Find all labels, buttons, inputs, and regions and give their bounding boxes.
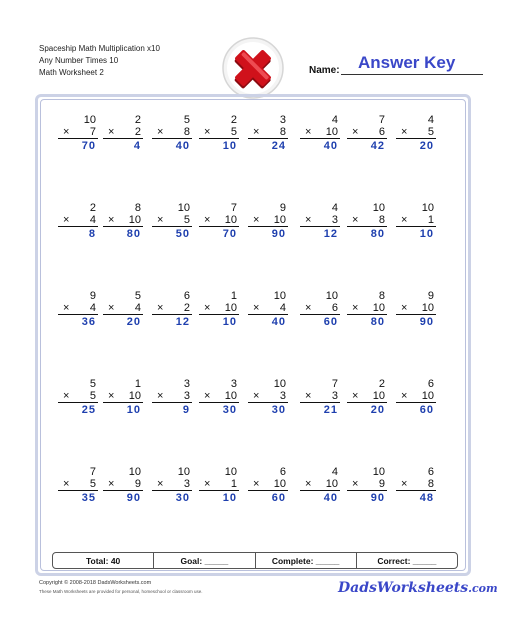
problem-multiplier: 8 — [378, 214, 385, 226]
problem-multiplier-row — [199, 302, 239, 315]
problem — [103, 202, 143, 240]
problem-multiplier-row — [248, 214, 288, 227]
problem-multiplier: 5 — [89, 390, 96, 402]
problem — [103, 114, 143, 152]
problem-answer: 30 — [175, 492, 190, 504]
problem — [152, 466, 192, 504]
multiply-sign: × — [253, 478, 260, 490]
problem-multiplicand: 2 — [230, 114, 237, 126]
problem-multiplier: 1 — [230, 478, 237, 490]
complete-cell: Complete: _____ — [255, 553, 356, 568]
multiply-sign: × — [352, 390, 359, 402]
problem-multiplicand: 10 — [273, 378, 286, 390]
problem-multiplicand: 6 — [183, 290, 190, 302]
problem-multiplicand: 10 — [177, 466, 190, 478]
problem-multiplicand: 9 — [279, 202, 286, 214]
problem — [58, 466, 98, 504]
problem-multiplier: 5 — [183, 214, 190, 226]
multiply-sign: × — [401, 302, 408, 314]
multiply-sign: × — [352, 302, 359, 314]
problem — [248, 202, 288, 240]
problem — [248, 114, 288, 152]
multiply-sign: × — [108, 478, 115, 490]
problem-multiplicand: 10 — [128, 466, 141, 478]
problem-multiplier-row — [347, 478, 387, 491]
problem-multiplier: 10 — [421, 390, 434, 402]
problem-multiplier-row — [152, 214, 192, 227]
problem-multiplicand: 5 — [134, 290, 141, 302]
problem-multiplier: 10 — [224, 390, 237, 402]
problem-answer: 50 — [175, 228, 190, 240]
problem-answer: 12 — [323, 228, 338, 240]
problem — [396, 466, 436, 504]
problem-multiplier: 4 — [134, 302, 141, 314]
problem-multiplier-row — [396, 478, 436, 491]
problem — [248, 466, 288, 504]
multiply-sign: × — [352, 478, 359, 490]
problem — [396, 290, 436, 328]
problem-multiplicand: 9 — [89, 290, 96, 302]
red-x-icon — [221, 36, 285, 100]
problem-multiplicand: 10 — [177, 202, 190, 214]
problem — [347, 378, 387, 416]
problem-answer: 70 — [81, 140, 96, 152]
problem — [300, 466, 340, 504]
multiply-sign: × — [305, 214, 312, 226]
name-line — [341, 74, 483, 75]
copyright-line: Copyright © 2008-2018 DadsWorksheets.com — [39, 580, 152, 586]
problem-answer: 40 — [323, 140, 338, 152]
problem-multiplier: 6 — [331, 302, 338, 314]
problem-multiplicand: 2 — [89, 202, 96, 214]
problem-answer: 40 — [271, 316, 286, 328]
multiply-sign: × — [108, 126, 115, 138]
problem-answer: 90 — [419, 316, 434, 328]
problem-multiplier-row — [300, 126, 340, 139]
problem — [248, 378, 288, 416]
score-bar — [52, 552, 458, 569]
problem-answer: 90 — [370, 492, 385, 504]
problem-multiplier-row — [152, 302, 192, 315]
problem-multiplicand: 10 — [224, 466, 237, 478]
multiply-sign: × — [63, 214, 70, 226]
problem-answer: 10 — [222, 316, 237, 328]
multiply-sign: × — [204, 390, 211, 402]
problem-multiplier: 10 — [325, 126, 338, 138]
goal-cell: Goal: _____ — [153, 553, 254, 568]
brand-name: DadsWorksheets — [338, 580, 469, 596]
problem-multiplier-row — [300, 390, 340, 403]
problem-multiplier-row — [300, 214, 340, 227]
problem-multiplicand: 7 — [378, 114, 385, 126]
problem-multiplicand: 1 — [230, 290, 237, 302]
problem-multiplicand: 4 — [331, 466, 338, 478]
problem-multiplicand: 9 — [427, 290, 434, 302]
multiply-sign: × — [204, 214, 211, 226]
problem-answer: 4 — [133, 140, 141, 152]
problem-multiplier-row — [103, 390, 143, 403]
problem-answer: 10 — [126, 404, 141, 416]
multiply-sign: × — [108, 390, 115, 402]
problem-multiplicand: 6 — [427, 466, 434, 478]
problem-multiplier-row — [152, 390, 192, 403]
problem-multiplier: 8 — [183, 126, 190, 138]
problem-answer: 25 — [81, 404, 96, 416]
problem-multiplier: 6 — [378, 126, 385, 138]
problem-multiplier: 5 — [230, 126, 237, 138]
problem — [396, 378, 436, 416]
multiply-sign: × — [352, 214, 359, 226]
problem-answer: 30 — [222, 404, 237, 416]
problem — [58, 114, 98, 152]
problem-multiplier-row — [199, 478, 239, 491]
problem-answer: 90 — [126, 492, 141, 504]
problem — [300, 202, 340, 240]
problem-multiplier: 4 — [279, 302, 286, 314]
problem-answer: 36 — [81, 316, 96, 328]
problem-multiplier: 2 — [134, 126, 141, 138]
problem-multiplier: 8 — [427, 478, 434, 490]
problem-answer: 10 — [222, 492, 237, 504]
multiply-sign: × — [108, 302, 115, 314]
problem-multiplier-row — [199, 390, 239, 403]
total-cell: Total: 40 — [85, 555, 121, 566]
multiply-sign: × — [305, 390, 312, 402]
problem-multiplicand: 7 — [230, 202, 237, 214]
problem-multiplier-row — [58, 302, 98, 315]
problem — [152, 202, 192, 240]
problem-multiplier-row — [152, 126, 192, 139]
multiply-sign: × — [305, 126, 312, 138]
problem — [347, 202, 387, 240]
problem-multiplicand: 4 — [427, 114, 434, 126]
problem-multiplier: 2 — [183, 302, 190, 314]
problem-answer: 12 — [175, 316, 190, 328]
problem-multiplier-row — [396, 214, 436, 227]
multiply-sign: × — [253, 126, 260, 138]
problem-multiplicand: 1 — [134, 378, 141, 390]
problem-multiplicand: 7 — [89, 466, 96, 478]
problem-multiplier-row — [103, 478, 143, 491]
multiply-sign: × — [253, 214, 260, 226]
problem-answer: 40 — [323, 492, 338, 504]
multiply-sign: × — [352, 126, 359, 138]
multiply-sign: × — [305, 302, 312, 314]
problem — [347, 114, 387, 152]
problem-answer: 9 — [182, 404, 190, 416]
problem-multiplicand: 10 — [421, 202, 434, 214]
multiply-sign: × — [63, 478, 70, 490]
problem — [103, 466, 143, 504]
name-label: Name: — [309, 65, 340, 76]
problem-answer: 80 — [126, 228, 141, 240]
worksheet-number: Math Worksheet 2 — [39, 68, 104, 77]
problem-multiplier-row — [347, 390, 387, 403]
problem-answer: 60 — [419, 404, 434, 416]
problem-multiplier: 3 — [183, 390, 190, 402]
problem-multiplier: 10 — [325, 478, 338, 490]
correct-cell: Correct: _____ — [356, 553, 457, 568]
problem-multiplicand: 8 — [134, 202, 141, 214]
problem-multiplicand: 10 — [83, 114, 96, 126]
problem-multiplier: 1 — [427, 214, 434, 226]
problem-answer: 24 — [271, 140, 286, 152]
problem-multiplicand: 4 — [331, 114, 338, 126]
problem-answer: 70 — [222, 228, 237, 240]
multiply-sign: × — [63, 390, 70, 402]
problem — [199, 378, 239, 416]
problem-answer: 20 — [419, 140, 434, 152]
multiply-sign: × — [253, 390, 260, 402]
problem-multiplier-row — [58, 390, 98, 403]
problem-answer: 35 — [81, 492, 96, 504]
problem — [58, 202, 98, 240]
problem-multiplier-row — [103, 214, 143, 227]
problem-multiplicand: 10 — [273, 290, 286, 302]
problem-multiplier-row — [199, 126, 239, 139]
problem-multiplier-row — [347, 126, 387, 139]
problem-multiplicand: 2 — [378, 378, 385, 390]
problem — [103, 290, 143, 328]
problem-multiplier-row — [58, 126, 98, 139]
multiply-sign: × — [253, 302, 260, 314]
problem-multiplier-row — [199, 214, 239, 227]
problem-multiplier-row — [300, 302, 340, 315]
problem-multiplier: 9 — [134, 478, 141, 490]
problem-answer: 80 — [370, 228, 385, 240]
problem-multiplicand: 2 — [134, 114, 141, 126]
multiply-sign: × — [305, 478, 312, 490]
multiply-sign: × — [401, 126, 408, 138]
problem — [103, 378, 143, 416]
problem-multiplier-row — [347, 302, 387, 315]
problem-answer: 42 — [370, 140, 385, 152]
problem — [248, 290, 288, 328]
problem — [58, 290, 98, 328]
problem-answer: 40 — [175, 140, 190, 152]
answer-key-title: Answer Key — [358, 53, 456, 72]
multiply-sign: × — [63, 126, 70, 138]
multiply-sign: × — [157, 478, 164, 490]
problem-multiplicand: 8 — [378, 290, 385, 302]
multiply-sign: × — [204, 126, 211, 138]
problem-multiplicand: 10 — [372, 466, 385, 478]
problem-multiplier-row — [248, 126, 288, 139]
problem-multiplier: 5 — [89, 478, 96, 490]
problem — [199, 466, 239, 504]
problem-multiplier: 3 — [331, 390, 338, 402]
multiply-sign: × — [401, 478, 408, 490]
problem-multiplier: 3 — [279, 390, 286, 402]
problem-multiplier-row — [248, 390, 288, 403]
problem-multiplier: 5 — [427, 126, 434, 138]
problem-multiplier: 10 — [421, 302, 434, 314]
problem-multiplicand: 5 — [89, 378, 96, 390]
worksheet-title: Spaceship Math Multiplication x10 — [39, 44, 160, 53]
problem-multiplier: 4 — [89, 214, 96, 226]
problem-answer: 21 — [323, 404, 338, 416]
multiply-sign: × — [401, 390, 408, 402]
worksheet-subtitle: Any Number Times 10 — [39, 56, 119, 65]
multiply-sign: × — [204, 478, 211, 490]
problem-multiplier: 10 — [273, 214, 286, 226]
problem-multiplier-row — [248, 302, 288, 315]
problem-multiplier: 10 — [128, 214, 141, 226]
problem-multiplier: 3 — [331, 214, 338, 226]
problem-multiplicand: 10 — [372, 202, 385, 214]
problem-multiplicand: 6 — [427, 378, 434, 390]
problem-multiplier-row — [103, 302, 143, 315]
problem-multiplicand: 3 — [230, 378, 237, 390]
problem-multiplier: 10 — [372, 302, 385, 314]
problem — [58, 378, 98, 416]
problem-multiplier: 10 — [224, 302, 237, 314]
problem — [199, 114, 239, 152]
brand-logo — [338, 580, 498, 596]
problem-multiplier-row — [58, 478, 98, 491]
problem-multiplier: 10 — [128, 390, 141, 402]
problem-multiplier-row — [103, 126, 143, 139]
problem-multiplier-row — [347, 214, 387, 227]
problem-multiplier-row — [248, 478, 288, 491]
problem-multiplier: 7 — [89, 126, 96, 138]
problem-multiplier-row — [396, 126, 436, 139]
problem-answer: 8 — [88, 228, 96, 240]
multiply-sign: × — [157, 390, 164, 402]
problem — [199, 290, 239, 328]
multiply-sign: × — [157, 126, 164, 138]
problem-answer: 60 — [271, 492, 286, 504]
problem — [300, 114, 340, 152]
problem-multiplicand: 10 — [325, 290, 338, 302]
problem — [152, 378, 192, 416]
problem-multiplicand: 6 — [279, 466, 286, 478]
problem-answer: 60 — [323, 316, 338, 328]
problem-multiplicand: 3 — [183, 378, 190, 390]
multiply-sign: × — [157, 302, 164, 314]
problem — [396, 202, 436, 240]
problem-multiplicand: 4 — [331, 202, 338, 214]
problem-multiplier: 10 — [372, 390, 385, 402]
multiply-sign: × — [204, 302, 211, 314]
problem — [152, 114, 192, 152]
problem — [199, 202, 239, 240]
problem-multiplier: 10 — [273, 478, 286, 490]
problem-answer: 20 — [370, 404, 385, 416]
problem-answer: 10 — [222, 140, 237, 152]
problem-answer: 30 — [271, 404, 286, 416]
problem — [300, 378, 340, 416]
problem-multiplicand: 5 — [183, 114, 190, 126]
multiply-sign: × — [157, 214, 164, 226]
problem-multiplier-row — [300, 478, 340, 491]
problem — [300, 290, 340, 328]
multiply-sign: × — [63, 302, 70, 314]
problem-multiplier-row — [152, 478, 192, 491]
problem-answer: 48 — [419, 492, 434, 504]
problem-multiplier-row — [396, 302, 436, 315]
multiply-sign: × — [401, 214, 408, 226]
problem-answer: 10 — [419, 228, 434, 240]
problem-multiplier-row — [396, 390, 436, 403]
problem-multiplier: 8 — [279, 126, 286, 138]
problem — [347, 290, 387, 328]
problem-multiplier: 9 — [378, 478, 385, 490]
problem-answer: 80 — [370, 316, 385, 328]
multiply-sign: × — [108, 214, 115, 226]
problem-multiplier-row — [58, 214, 98, 227]
problem-multiplicand: 7 — [331, 378, 338, 390]
usage-note: These Math Worksheets are provided for personal, homeschool or classroom use. — [39, 589, 203, 594]
problem-multiplier: 10 — [224, 214, 237, 226]
problem — [152, 290, 192, 328]
problem-multiplicand: 3 — [279, 114, 286, 126]
brand-suffix: .com — [468, 582, 498, 595]
problem — [396, 114, 436, 152]
problem-multiplier: 4 — [89, 302, 96, 314]
problem — [347, 466, 387, 504]
problem-answer: 90 — [271, 228, 286, 240]
problem-answer: 20 — [126, 316, 141, 328]
problem-multiplier: 3 — [183, 478, 190, 490]
